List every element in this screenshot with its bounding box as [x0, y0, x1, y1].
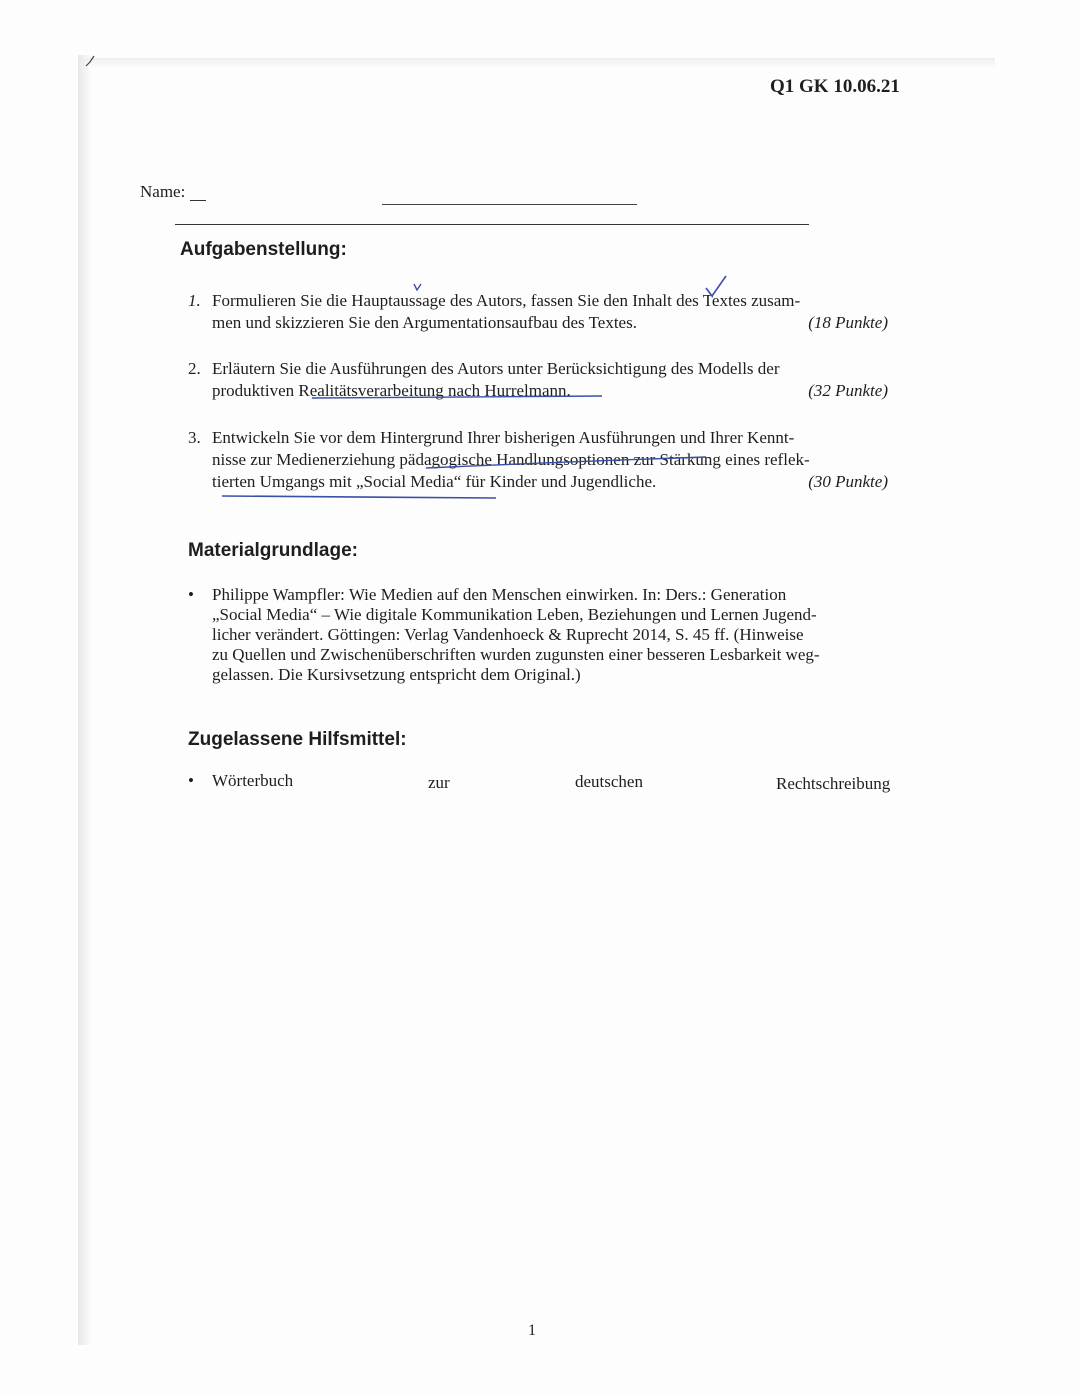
bullet: •	[188, 771, 194, 790]
task-line: Erläutern Sie die Ausführungen des Autors unter Berücksichtigung des Modells der	[212, 359, 780, 378]
material-line: licher verändert. Göttingen: Verlag Vandenhoeck & Ruprecht 2014, S. 45 ff. (Hinweise	[212, 625, 804, 644]
task-number: 2.	[188, 359, 201, 378]
material-line: Philippe Wampfler: Wie Medien auf den Menschen einwirken. In: Ders.: Generation	[212, 585, 787, 604]
task-line: Entwickeln Sie vor dem Hintergrund Ihrer bisherigen Ausführungen und Ihrer Kennt-	[212, 428, 795, 447]
checkmark-icon	[706, 276, 726, 296]
task-number: 3.	[188, 428, 201, 447]
underline-mark	[426, 457, 706, 468]
aids-word: Wörterbuch	[212, 771, 294, 790]
task-line: produktiven Realitätsverarbeitung nach Hurrelmann.	[212, 381, 571, 400]
page-number: 1	[528, 1322, 536, 1339]
task-points: (32 Punkte)	[808, 381, 888, 400]
aids-word: zur	[428, 773, 450, 792]
task-line: Formulieren Sie die Hauptaussage des Autors, fassen Sie den Inhalt des Textes zusam-	[212, 291, 801, 310]
name-label: Name:	[140, 182, 186, 201]
underline-mark	[312, 396, 602, 398]
corner-check-icon	[86, 56, 94, 66]
bullet: •	[188, 585, 194, 604]
aids-heading: Zugelassene Hilfsmittel:	[188, 729, 407, 750]
task-number: 1.	[188, 291, 201, 310]
underline-mark	[222, 496, 496, 498]
material-line: zu Quellen und Zwischenüberschriften wurden zugunsten einer besseren Lesbarkeit weg-	[212, 645, 820, 664]
material-line: „Social Media“ – Wie digitale Kommunikation Leben, Beziehungen und Lernen Jugend-	[212, 605, 817, 624]
checkmark-icon	[414, 284, 421, 290]
task-line: nisse zur Medienerziehung pädagogische Handlungsoptionen zur Stärkung eines reflek-	[212, 450, 810, 469]
exam-code: Q1 GK 10.06.21	[770, 76, 900, 97]
task-line: men und skizzieren Sie den Argumentationsaufbau des Textes.	[212, 313, 637, 332]
material-line: gelassen. Die Kursivsetzung entspricht dem Original.)	[212, 665, 581, 684]
task-points: (30 Punkte)	[808, 472, 888, 491]
tasks-heading: Aufgabenstellung:	[180, 239, 347, 260]
task-points: (18 Punkte)	[808, 313, 888, 332]
aids-word: Rechtschreibung	[776, 774, 891, 793]
task-line: tierten Umgangs mit „Social Media“ für Kinder und Jugendliche.	[212, 472, 657, 491]
material-heading: Materialgrundlage:	[188, 540, 358, 561]
aids-word: deutschen	[575, 772, 643, 791]
